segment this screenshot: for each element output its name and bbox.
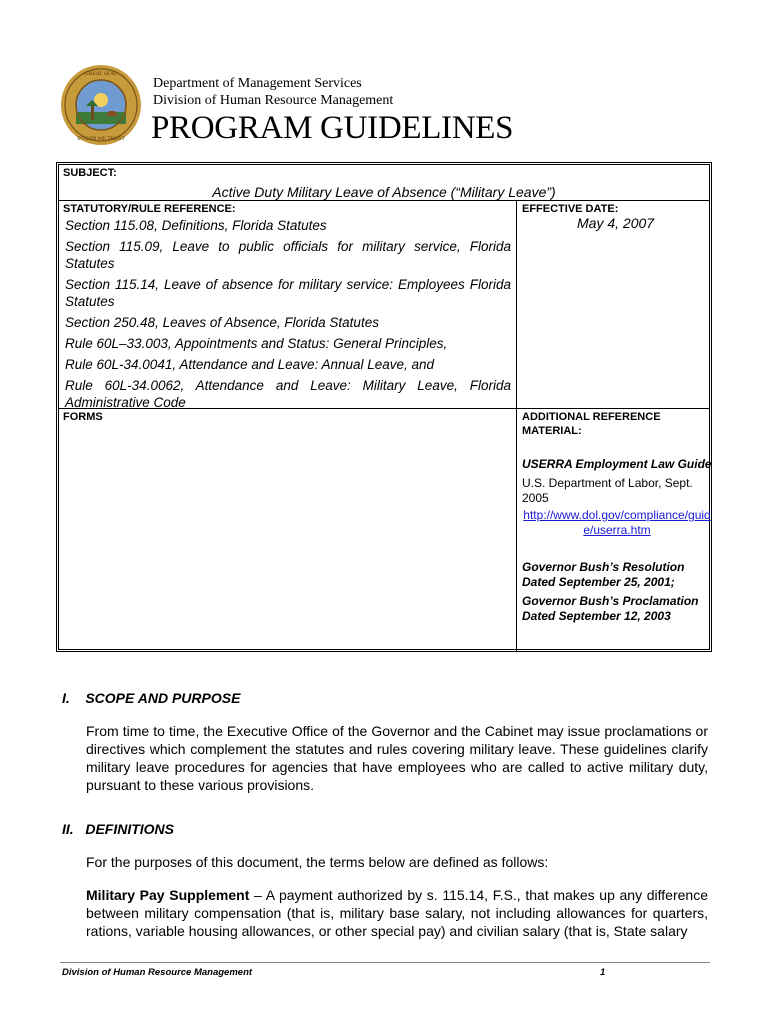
definitions-heading: II. DEFINITIONS	[62, 821, 175, 837]
reference-item: Rule 60L-34.0041, Attendance and Leave: Annual Leave, and	[65, 357, 435, 372]
state-seal-logo	[60, 64, 142, 146]
effective-date: May 4, 2007	[577, 215, 655, 231]
additional-label-line: MATERIAL:	[522, 425, 582, 437]
userra-source: U.S. Department of Labor, Sept. 2005	[522, 476, 693, 505]
scope-heading: I. SCOPE AND PURPOSE	[62, 690, 241, 706]
reference-item: Section 115.09, Leave to public officials for military service, Florida Statutes	[65, 239, 511, 271]
scope-paragraph: From time to time, the Executive Office of the Governor and the Cabinet may issue proclamations or directives which complement the statutes and rules covering military leave. These guidelines clarify military leave procedures for agencies that have employees who are called to active military duty, pursuant to these various provisions.	[86, 723, 708, 793]
military-pay-supplement-definition	[86, 886, 708, 940]
svg-text:IN GOD WE TRUST: IN GOD WE TRUST	[77, 136, 125, 142]
department-name: Department of Management Services	[153, 76, 362, 91]
effective-date-label: EFFECTIVE DATE:	[522, 203, 619, 215]
page-title: PROGRAM GUIDELINES	[151, 110, 514, 146]
resolution-text: Governor Bush’s Resolution Dated September 25, 2001;	[522, 560, 685, 589]
statutory-label: STATUTORY/RULE REFERENCE:	[63, 203, 236, 215]
proclamation-text: Governor Bush’s Proclamation Dated September 12, 2003	[522, 594, 699, 623]
divider	[59, 408, 709, 409]
reference-item: Section 115.14, Leave of absence for military service: Employees Florida Statutes	[65, 277, 511, 309]
definitions-intro: For the purposes of this document, the terms below are defined as follows:	[86, 854, 549, 870]
subject-text: Active Duty Military Leave of Absence (“Military Leave”)	[212, 184, 556, 200]
footer-divider	[60, 962, 710, 963]
reference-item: Rule 60L-34.0062, Attendance and Leave: Military Leave, Florida Administrative Code	[65, 378, 511, 410]
userra-title: USERRA Employment Law Guide	[522, 457, 712, 471]
reference-item: Section 115.08, Definitions, Florida Statutes	[65, 218, 327, 233]
additional-reference-material	[522, 457, 712, 624]
definition-text: – A payment authorized by s. 115.14, F.S., that makes up any difference between military compensation (that is, military base salary, not including allowances for quarters, rations, variable housing allowances, or other special pay) and civilian salary (that is, State salary	[86, 887, 708, 939]
info-table	[56, 162, 712, 652]
reference-item: Rule 60L–33.003, Appointments and Status: General Principles,	[65, 336, 448, 351]
additional-label-line: ADDITIONAL REFERENCE	[522, 411, 661, 423]
footer-division: Division of Human Resource Management	[62, 967, 253, 978]
reference-item: Section 250.48, Leaves of Absence, Florida Statutes	[65, 315, 379, 330]
divider	[59, 200, 709, 201]
forms-label: FORMS	[63, 411, 103, 423]
svg-text:GREAT SEAL: GREAT SEAL	[84, 71, 118, 77]
page-number: 1	[600, 967, 606, 978]
department-header	[153, 75, 393, 109]
division-name: Division of Human Resource Management	[153, 93, 394, 108]
subject-label: SUBJECT:	[63, 167, 117, 179]
divider	[516, 200, 517, 652]
definition-term: Military Pay Supplement	[86, 887, 250, 903]
reference-list	[65, 217, 511, 415]
additional-reference-label	[522, 410, 661, 438]
userra-link[interactable]: http://www.dol.gov/compliance/guide/userra.htm	[523, 508, 711, 537]
